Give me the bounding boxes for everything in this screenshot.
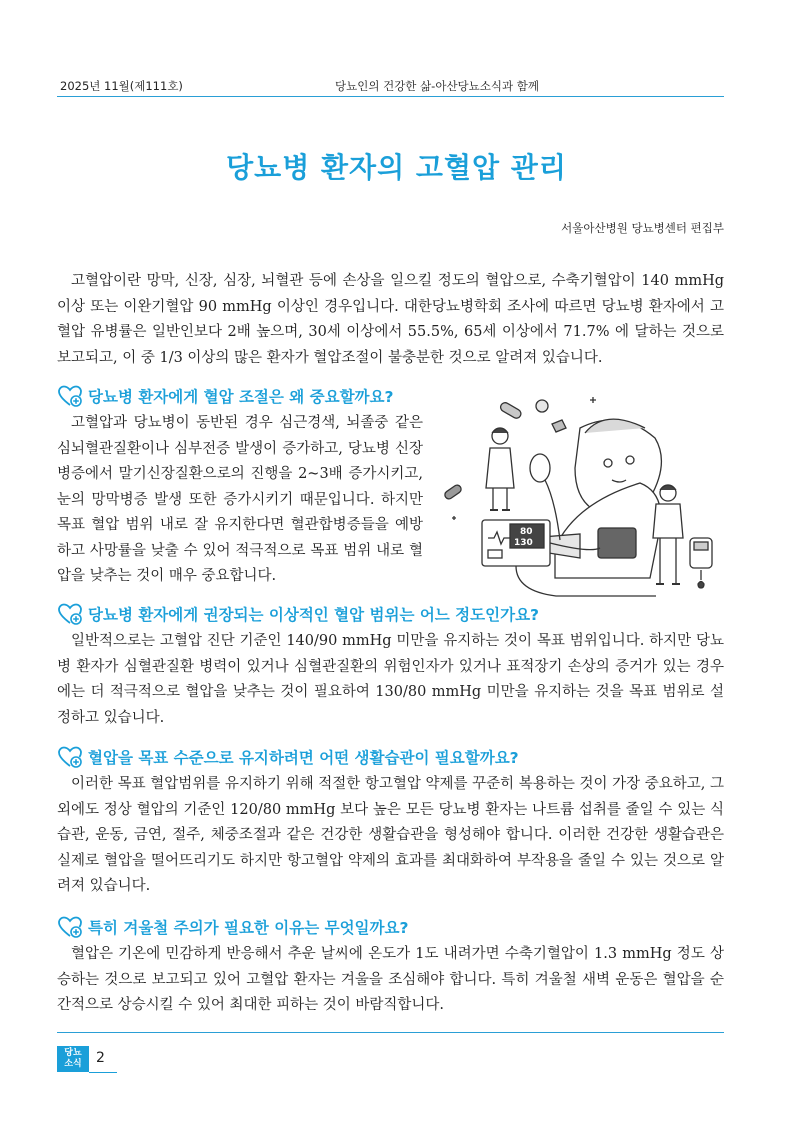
- footer-badge-line1: 당뇨: [64, 1048, 82, 1058]
- section-heading-text: 혈압을 목표 수준으로 유지하려면 어떤 생활습관이 필요할까요?: [88, 749, 519, 767]
- section-heading-1: [57, 383, 394, 409]
- monitor-diastolic: 80: [520, 527, 533, 537]
- section-heading-text: 당뇨병 환자에게 혈압 조절은 왜 중요할까요?: [88, 388, 394, 406]
- byline: 서울아산병원 당뇨병센터 편집부: [561, 221, 724, 235]
- heart-plus-icon: [57, 745, 83, 769]
- section-heading-2: [57, 601, 539, 627]
- footer-divider: [57, 1032, 724, 1033]
- monitor-systolic: 130: [514, 538, 533, 548]
- section-body-3: 이러한 목표 혈압범위를 유지하기 위해 적절한 항고혈압 약제를 꾸준히 복용하는 것이 가장 중요하고, 그 외에도 정상 혈압의 기준인 120/80 mmHg 보다 높은 모든 당뇨병 환자는 나트륨 섭취를 줄일 수 있는 식습관, 운동, 금연, 절주, 체중조절과 같은 건강한 생활습관을 형성해야 합니다. 이러한 건강한 생활습관은 실제로 혈압을 떨어뜨리기도 하지만 항고혈압 약제의 효과를 최대화하여 부작용을 줄일 수 있는 것으로 알려져 있습니다.: [57, 776, 724, 894]
- footer-badge: [57, 1046, 89, 1072]
- heart-plus-icon: [57, 602, 83, 626]
- heart-plus-icon: [57, 384, 83, 408]
- section-heading-4: [57, 914, 408, 940]
- section-heading-text: 특히 겨울철 주의가 필요한 이유는 무엇일까요?: [88, 919, 409, 937]
- page-header: [57, 78, 724, 97]
- section-heading-3: [57, 744, 519, 770]
- page-number-underline: [89, 1072, 117, 1073]
- article-title: 당뇨병 환자의 고혈압 관리: [226, 151, 567, 184]
- section-heading-text: 당뇨병 환자에게 권장되는 이상적인 혈압 범위는 어느 정도인가요?: [88, 606, 540, 624]
- page-number: 2: [96, 1050, 105, 1066]
- doctor-patient-illustration: [440, 388, 725, 598]
- heart-plus-icon: [57, 915, 83, 939]
- intro-paragraph: 고혈압이란 망막, 신장, 심장, 뇌혈관 등에 손상을 일으킬 정도의 혈압으로, 수축기혈압이 140 mmHg 이상 또는 이완기혈압 90 mmHg 이상인 경우입니다. 대한당뇨병학회 조사에 따르면 당뇨병 환자에서 고혈압 유병률은 일반인보다 2배 높으며, 30세 이상에서 55.5%, 65세 이상에서 71.7% 에 달하는 것으로 보고되고, 이 중 1/3 이상의 많은 환자가 혈압조절이 불충분한 것으로 알려져 있습니다.: [57, 273, 724, 366]
- section-body-1: 고혈압과 당뇨병이 동반된 경우 심근경색, 뇌졸중 같은 심뇌혈관질환이나 심부전증 발생이 증가하고, 당뇨병 신장병증에서 말기신장질환으로의 진행을 2~3배 증가시키고, 눈의 망막병증 발생 또한 증가시키기 때문입니다. 하지만 목표 혈압 범위 내로 잘 유지한다면 혈관합병증들을 예방하고 사망률을 낮출 수 있어 적극적으로 목표 범위 내로 혈압을 낮추는 것이 매우 중요합니다.: [57, 415, 423, 584]
- header-slogan: 당뇨인의 건강한 삶-아산당뇨소식과 함께: [335, 79, 539, 93]
- section-body-4: 혈압은 기온에 민감하게 반응해서 추운 날씨에 온도가 1도 내려가면 수축기혈압이 1.3 mmHg 정도 상승하는 것으로 보고되고 있어 고혈압 환자는 겨울을 조심해야 합니다. 특히 겨울철 새벽 운동은 혈압을 순간적으로 상승시킬 수 있어 최대한 피하는 것이 바람직합니다.: [57, 946, 724, 1013]
- footer-badge-line2: 소식: [64, 1059, 82, 1069]
- issue-label: 2025년 11월(제111호): [60, 79, 183, 93]
- section-body-2: 일반적으로는 고혈압 진단 기준인 140/90 mmHg 미만을 유지하는 것이 목표 범위입니다. 하지만 당뇨병 환자가 심혈관질환 병력이 있거나 심혈관질환의 위험인자가 있거나 표적장기 손상의 증거가 있는 경우에는 더 적극적으로 혈압을 낮추는 것이 필요하여 130/80 mmHg 미만을 유지하는 것을 목표 범위로 설정하고 있습니다.: [57, 633, 724, 726]
